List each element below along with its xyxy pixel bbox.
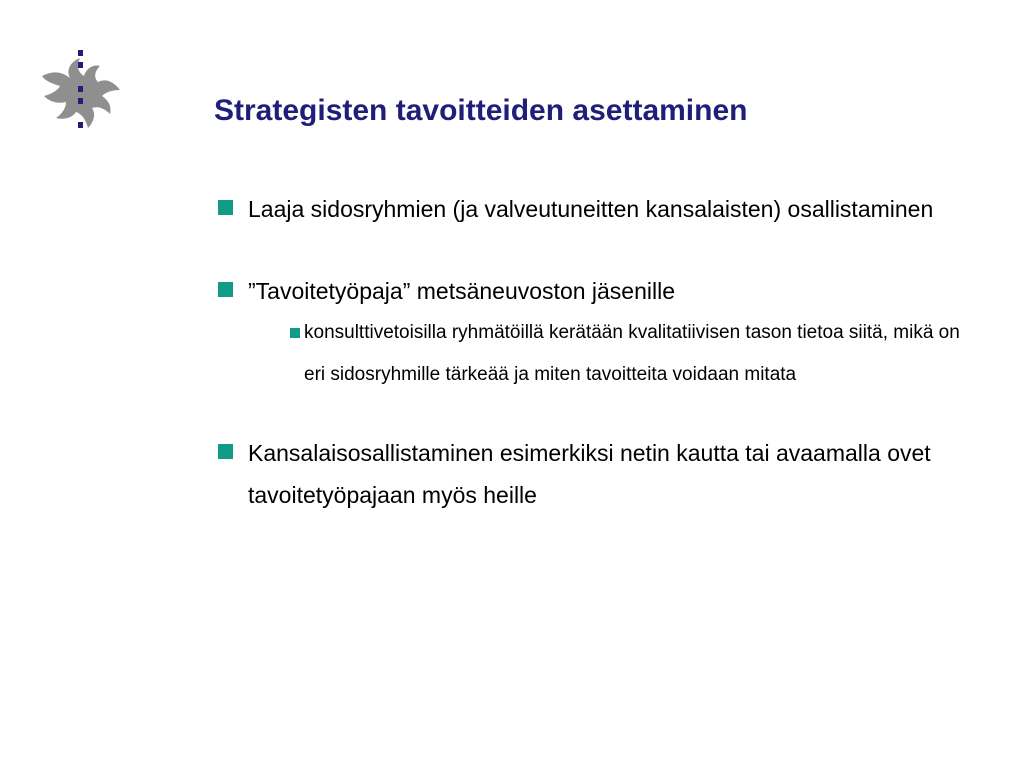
university-flame-logo-icon <box>36 48 126 136</box>
bullet-text: Kansalaisosallistaminen esimerkiksi netin kautta tai avaamalla ovet tavoitetyöpajaan myös heille <box>248 440 931 508</box>
slide-title: Strategisten tavoitteiden asettaminen <box>214 94 748 127</box>
sub-bullet-item <box>289 312 976 396</box>
bullet-list <box>216 188 976 556</box>
bullet-item-3 <box>216 432 976 516</box>
bullet-item-2 <box>216 270 976 396</box>
square-bullet-icon <box>218 282 233 297</box>
bullet-text: ”Tavoitetyöpaja” metsäneuvoston jäsenille <box>248 278 676 304</box>
small-square-bullet-icon <box>290 328 300 338</box>
square-bullet-icon <box>218 444 233 459</box>
sub-bullet-text: konsulttivetoisilla ryhmätöillä kerätään kvalitatiivisen tason tietoa siitä, mikä on eri sidosryhmille tärkeää ja miten tavoitteita voidaan mitata <box>304 322 960 385</box>
sub-bullet-list <box>248 312 976 396</box>
bullet-text: Laaja sidosryhmien (ja valveutuneitten kansalaisten) osallistaminen <box>248 196 934 222</box>
bullet-item-1 <box>216 188 976 230</box>
square-bullet-icon <box>218 200 233 215</box>
